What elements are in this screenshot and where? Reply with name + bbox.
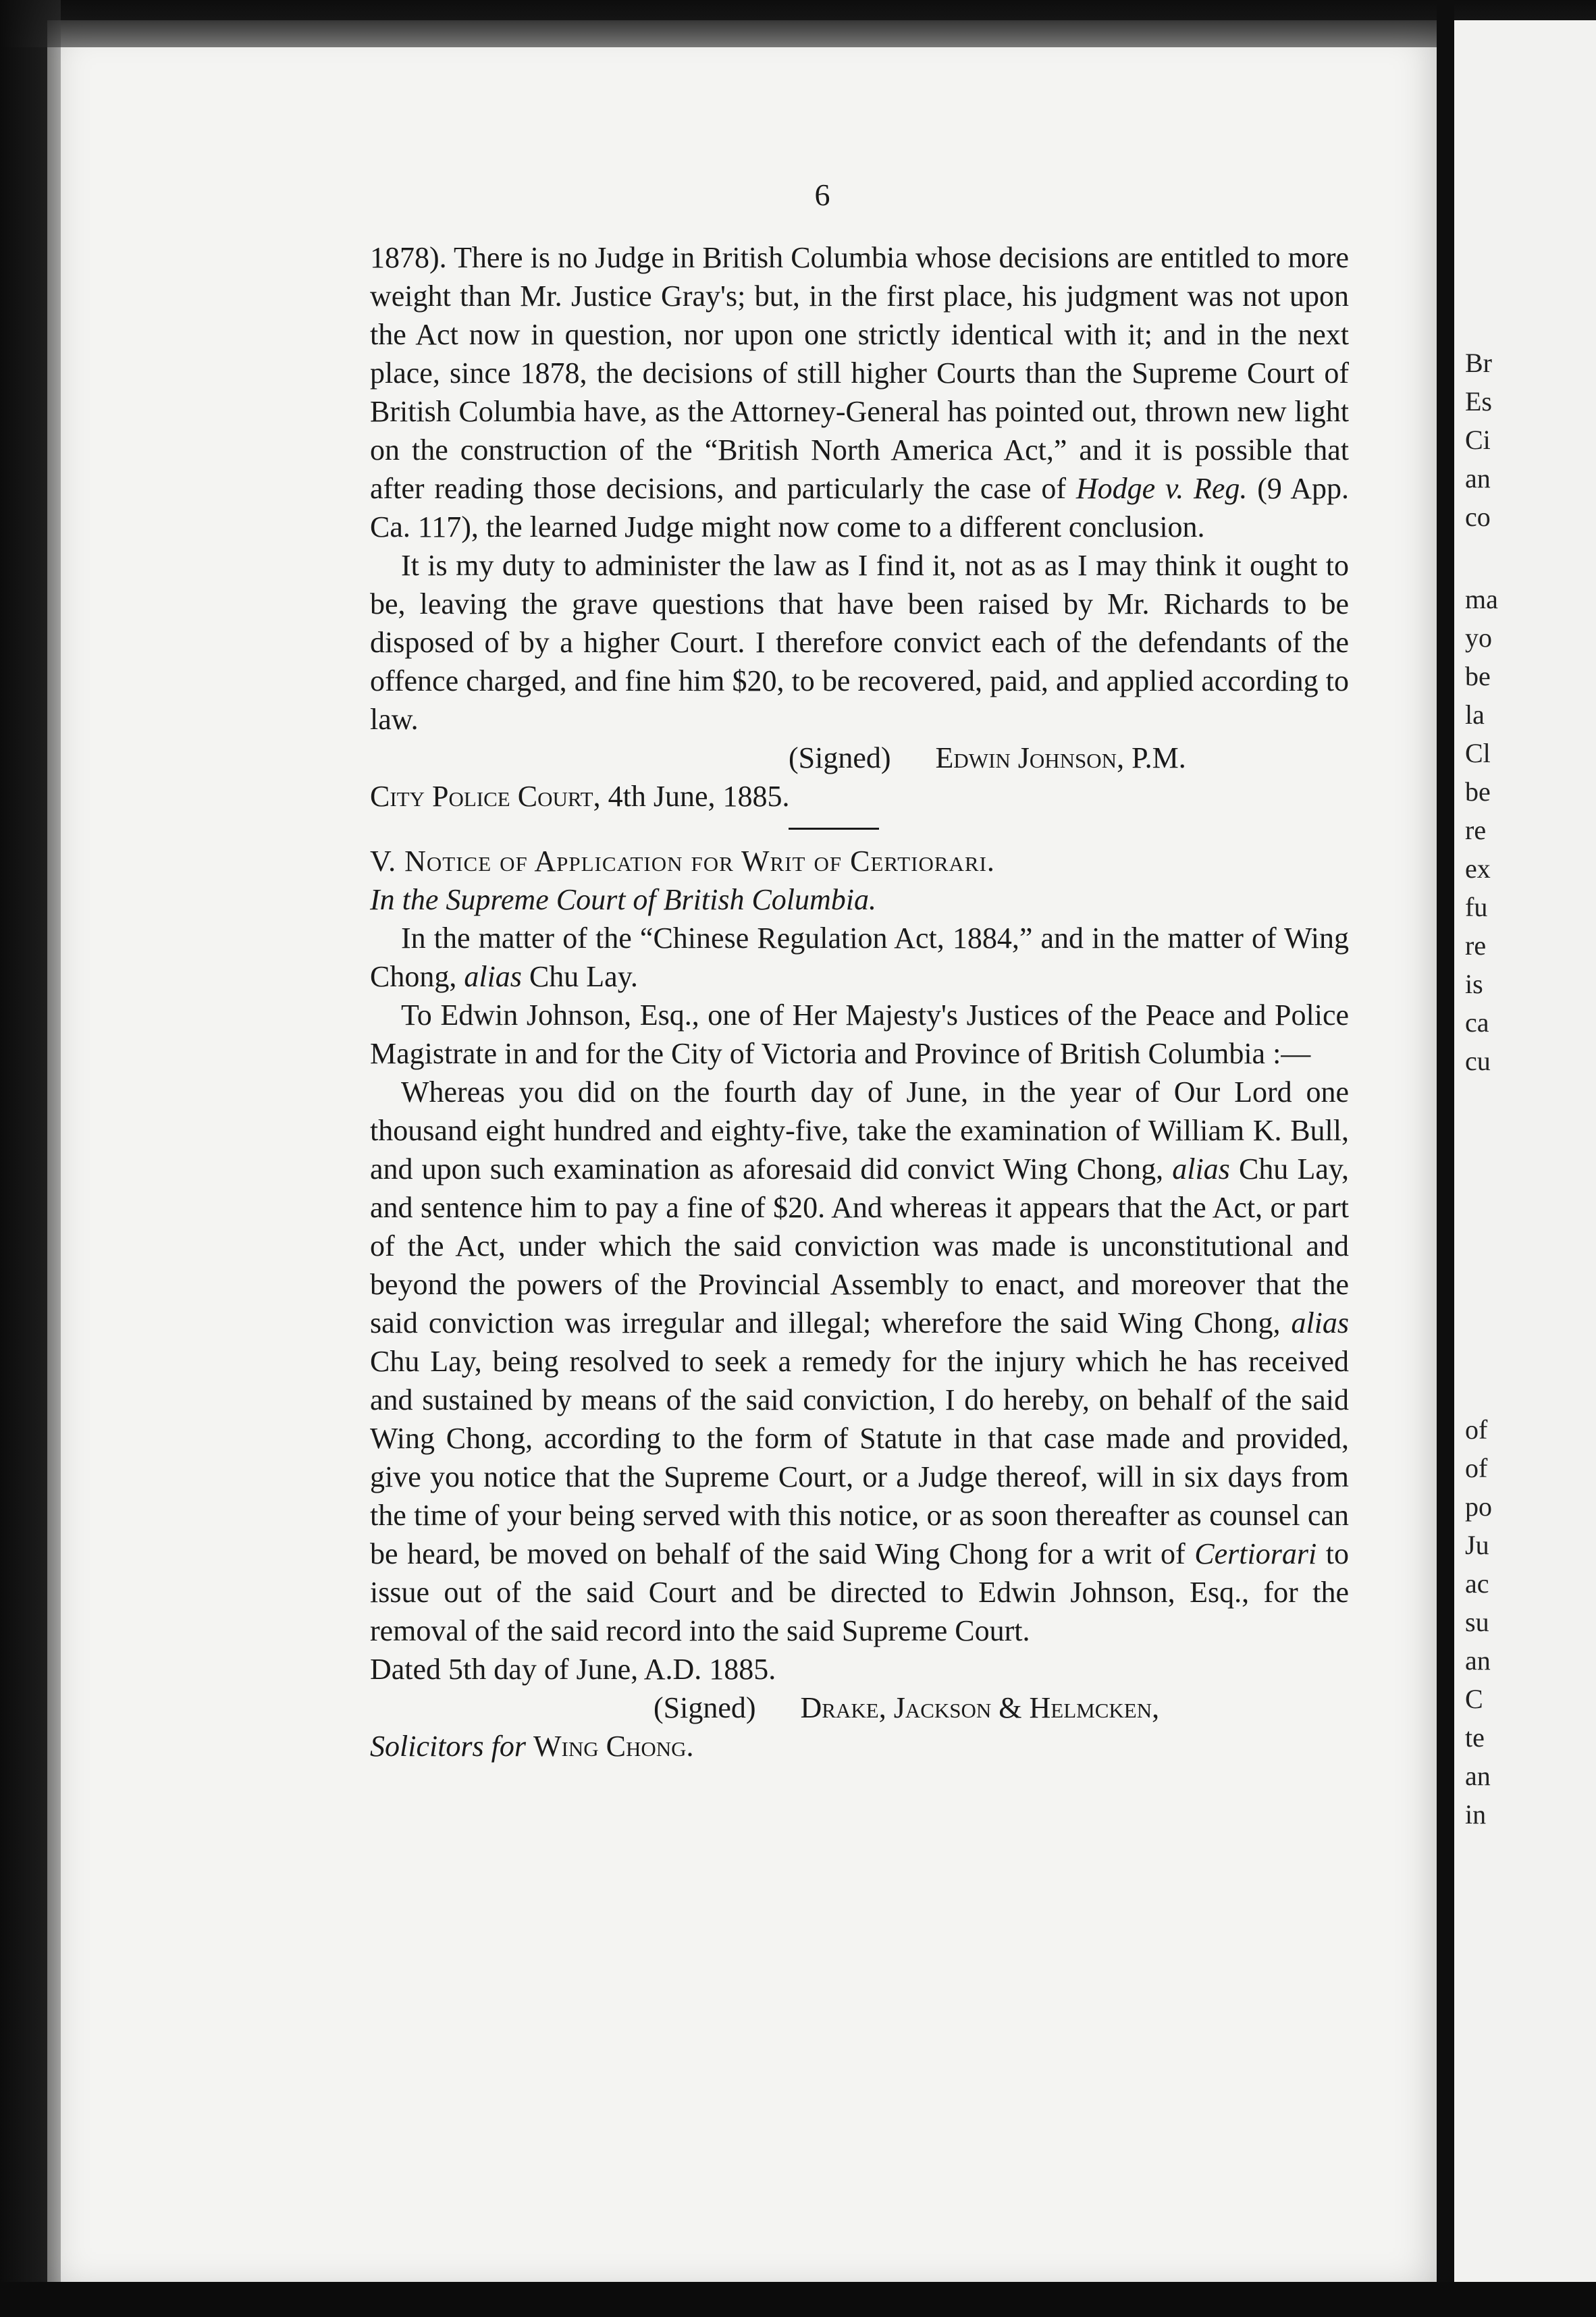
paragraph-matter: In the matter of the “Chinese Regulation Act, 1884,” and in the matter of Wing Chong, alias Chu Lay. (370, 922, 1349, 993)
case-citation: Hodge v. Reg. (1075, 472, 1248, 505)
right-fragment: of (1465, 1453, 1488, 1483)
right-fragment: ex (1465, 853, 1491, 884)
right-fragment: re (1465, 815, 1487, 845)
right-fragment: Ju (1465, 1530, 1489, 1560)
right-fragment: co (1465, 502, 1491, 532)
right-fragment: be (1465, 661, 1491, 691)
paragraph-whereas: Whereas you did on the fourth day of June, in the year of Our Lord one thousand eight hundred and eighty-five, take the examination of William K. Bull, and upon such examination as aforesaid did convict Wing Chong, alias Chu Lay, and sentence him to pay a fine of $20. And whereas it appears that the Act, or part of the Act, under which the said conviction was made is unconstitutional and beyond the powers of the Provincial Assembly to enact, and moreover that the said conviction was irregular and illegal; wherefore the said Wing Chong, alias Chu Lay, being resolved to seek a remedy for the injury which he has received and sustained by means of the said conviction, I do hereby, on behalf of the said Wing Chong, according to the form of Statute in that case made and provided, give you notice that the Supreme Court, or a Judge thereof, will in six days from the time of your being served with this notice, or as soon thereafter as counsel can be heard, be moved on behalf of the said Wing Chong for a writ of Certiorari to issue out of the said Court and be directed to Edwin Johnson, Esq., for the removal of the said record into the said Supreme Court. (370, 1075, 1350, 1647)
page-number: 6 (814, 178, 830, 212)
right-fragment: of (1465, 1414, 1488, 1445)
right-fragment: an (1465, 1761, 1491, 1791)
right-fragment: is (1465, 969, 1483, 999)
right-fragment: ma (1465, 584, 1498, 614)
right-fragment: cu (1465, 1046, 1491, 1076)
magistrate-name: Edwin Johnson, P.M. (935, 741, 1186, 774)
right-fragment: te (1465, 1722, 1485, 1753)
right-page-edge (1454, 20, 1596, 2297)
right-fragment: Cl (1465, 738, 1491, 768)
right-fragment: ca (1465, 1007, 1489, 1038)
right-fragment: po (1465, 1491, 1492, 1522)
right-fragment: fu (1465, 892, 1488, 922)
right-fragment: ac (1465, 1568, 1489, 1599)
paragraph-addressee: To Edwin Johnson, Esq., one of Her Majesty's Justices of the Peace and Police Magistrate in and for the City of Victoria and Province of British Columbia :— (370, 998, 1349, 1070)
book-gutter (1437, 0, 1454, 2317)
court-dateline: City Police Court, 4th June, 1885. (370, 780, 790, 813)
signature-magistrate: (Signed) Edwin Johnson, P.M. (789, 741, 1186, 774)
paragraph-judgment-continued: 1878). There is no Judge in British Columbia whose decisions are entitled to more weight than Mr. Justice Gray's; but, in the first place, his judgment was not upon the Act now in question, nor upon one strictly identical with it; and in the next place, since 1878, the decisions of still higher Courts than the Supreme Court of British Columbia have, as the Attorney-General has pointed out, thrown new light on the construction of the “British North America Act,” and it is possible that after reading those decisions, and particularly the case of Hodge v. Reg. (9 App. Ca. 117), the learned Judge might now come to a different conclusion. (370, 241, 1350, 543)
scan-top-edge (0, 0, 1596, 47)
right-fragment: an (1465, 1645, 1491, 1676)
dated-line: Dated 5th day of June, A.D. 1885. (370, 1653, 776, 1686)
section-heading: V. Notice of Application for Writ of Certiorari. (370, 845, 995, 878)
solicitors-for-line: Solicitors for Wing Chong. (370, 1730, 694, 1763)
page-text (370, 176, 1349, 1765)
right-fragment: re (1465, 930, 1487, 961)
right-fragment: in (1465, 1799, 1487, 1830)
right-fragment: Br (1465, 348, 1492, 378)
right-fragment: an (1465, 463, 1491, 494)
right-fragment: Ci (1465, 425, 1491, 455)
section-divider (789, 828, 879, 830)
right-fragment: Es (1465, 386, 1492, 417)
solicitors-name: Drake, Jackson & Helmcken, (800, 1691, 1160, 1724)
scan-bottom-edge (0, 2282, 1596, 2317)
right-fragment: C (1465, 1684, 1483, 1714)
paragraph-conviction: It is my duty to administer the law as I find it, not as as I may think it ought to be, leaving the grave questions that have been raised by Mr. Richards to be disposed of by a higher Court. I therefore convict each of the defendants of the offence charged, and fine him $20, to be recovered, paid, and applied according to law. (370, 549, 1349, 736)
right-fragment: su (1465, 1607, 1489, 1637)
right-fragment: be (1465, 776, 1491, 807)
section-subheading: In the Supreme Court of British Columbia. (370, 883, 877, 916)
scan-left-edge (0, 0, 61, 2317)
right-fragment: yo (1465, 622, 1492, 653)
right-fragment: la (1465, 699, 1485, 730)
signature-solicitors: (Signed) Drake, Jackson & Helmcken, (654, 1691, 1160, 1724)
